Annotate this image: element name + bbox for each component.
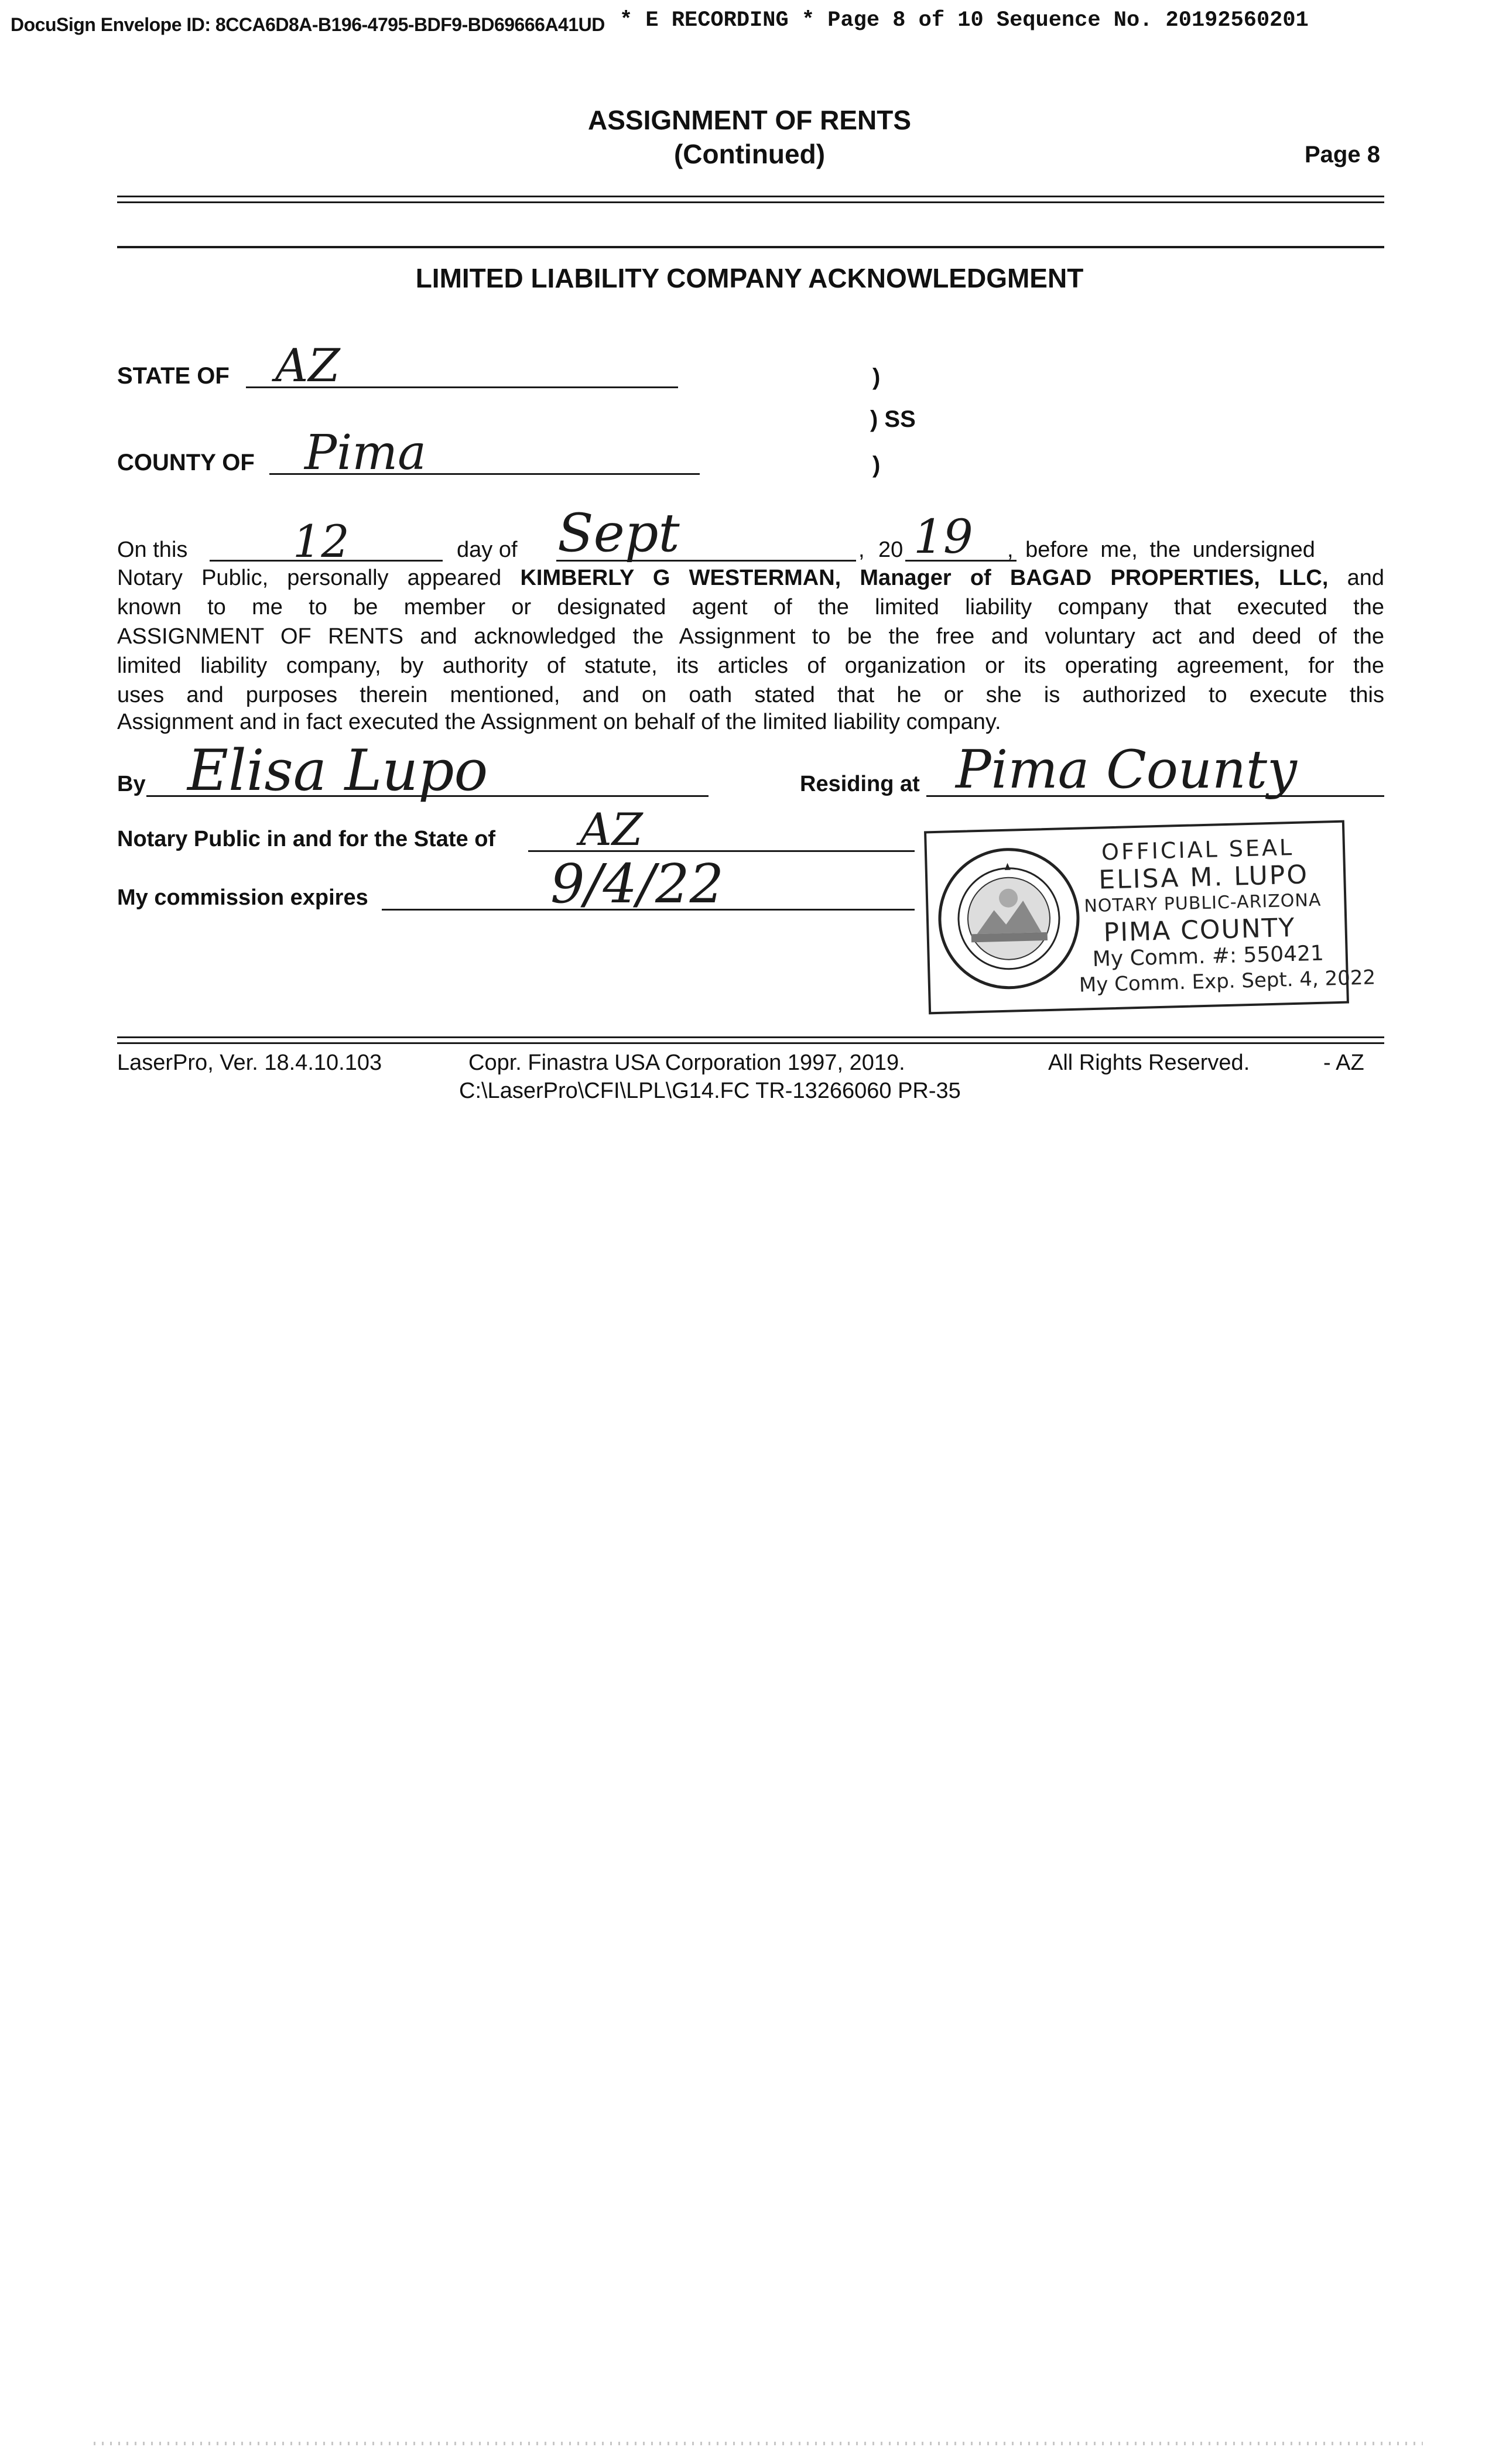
page-number: Page 8 bbox=[1305, 142, 1380, 167]
docusign-envelope-id: DocuSign Envelope ID: 8CCA6D8A-B196-4795-BDF9-BD69666A41UD bbox=[11, 14, 605, 35]
month-handwritten: Sept bbox=[557, 502, 680, 564]
seal-line-1: OFFICIAL SEAL bbox=[1101, 834, 1295, 865]
ack-line-4: limited liability company, by authority of statute, its articles of organization or its operating agreement, for the bbox=[117, 653, 1384, 678]
ack-line-5: uses and purposes therein mentioned, and on oath stated that he or she is authorized to execute this bbox=[117, 683, 1384, 707]
arizona-seal-emblem-icon bbox=[934, 843, 1084, 993]
header-rule-bottom bbox=[117, 201, 1384, 203]
section-title: LIMITED LIABILITY COMPANY ACKNOWLEDGMENT bbox=[415, 263, 1084, 293]
county-label: COUNTY OF bbox=[117, 450, 255, 475]
comma: , bbox=[858, 538, 865, 562]
notary-seal-stamp bbox=[924, 820, 1376, 1015]
notary-state-handwritten: AZ bbox=[580, 803, 643, 855]
before-me-text: , before me, the undersigned bbox=[1007, 538, 1315, 562]
ack-line-1: Notary Public, personally appeared KIMBERLY G WESTERMAN, Manager of BAGAD PROPERTIES, LLC, and bbox=[117, 566, 1385, 590]
footer-rule-bottom bbox=[117, 1042, 1384, 1044]
notary-signature: Elisa Lupo bbox=[187, 738, 488, 803]
header-rule-top bbox=[117, 196, 1384, 197]
commission-handwritten: 9/4/22 bbox=[550, 853, 724, 915]
year-prefix: 20 bbox=[878, 538, 903, 562]
seal-line-5: My Comm. #: 550421 bbox=[1092, 941, 1325, 971]
footer-copyright: Copr. Finastra USA Corporation 1997, 2019. bbox=[468, 1050, 905, 1075]
on-this-label: On this bbox=[117, 538, 188, 562]
ack-last-line: Assignment and in fact executed the Assignment on behalf of the limited liability company. bbox=[117, 710, 1001, 734]
seal-line-3: NOTARY PUBLIC-ARIZONA bbox=[1084, 889, 1322, 917]
footer-version: LaserPro, Ver. 18.4.10.103 bbox=[117, 1050, 382, 1075]
footer-rule-top bbox=[117, 1036, 1384, 1038]
footer-file-path: C:\LaserPro\CFI\LPL\G14.FC TR-13266060 PR-35 bbox=[459, 1079, 961, 1103]
paren-3: ) bbox=[872, 452, 881, 478]
paren-1: ) bbox=[872, 364, 881, 390]
recording-line: * E RECORDING * Page 8 of 10 Sequence No. 20192560201 bbox=[620, 8, 1309, 33]
residing-label: Residing at bbox=[800, 772, 920, 796]
residing-handwritten: Pima County bbox=[956, 739, 1297, 800]
acknowledgment-paragraph bbox=[117, 563, 1384, 710]
footer-rights: All Rights Reserved. bbox=[1048, 1050, 1250, 1075]
document-title: ASSIGNMENT OF RENTS bbox=[587, 105, 912, 135]
day-handwritten: 12 bbox=[293, 515, 350, 567]
commission-label: My commission expires bbox=[117, 885, 368, 910]
document-subtitle: (Continued) bbox=[673, 139, 826, 169]
year-handwritten: 19 bbox=[913, 509, 973, 564]
notary-state-label: Notary Public in and for the State of bbox=[117, 827, 496, 851]
ack-line-2: known to me to be member or designated agent of the limited liability company that executed the bbox=[117, 595, 1384, 620]
footer-state: - AZ bbox=[1323, 1050, 1364, 1075]
day-of-label: day of bbox=[457, 538, 518, 562]
state-handwritten: AZ bbox=[275, 340, 340, 392]
scan-artifacts bbox=[94, 2442, 1423, 2445]
county-handwritten: Pima bbox=[304, 425, 427, 481]
ss-label: ) SS bbox=[870, 406, 916, 432]
seal-line-6: My Comm. Exp. Sept. 4, 2022 bbox=[1079, 966, 1376, 997]
seal-line-4: PIMA COUNTY bbox=[1103, 912, 1296, 948]
section-rule bbox=[117, 246, 1384, 248]
seal-line-2: ELISA M. LUPO bbox=[1098, 860, 1309, 895]
by-label: By bbox=[117, 772, 146, 796]
ack-line-3: ASSIGNMENT OF RENTS and acknowledged the Assignment to be the free and voluntary act and deed of the bbox=[117, 624, 1384, 649]
appearing-party-name: KIMBERLY G WESTERMAN, Manager of BAGAD PROPERTIES, LLC, bbox=[520, 566, 1329, 590]
state-label: STATE OF bbox=[117, 363, 230, 389]
